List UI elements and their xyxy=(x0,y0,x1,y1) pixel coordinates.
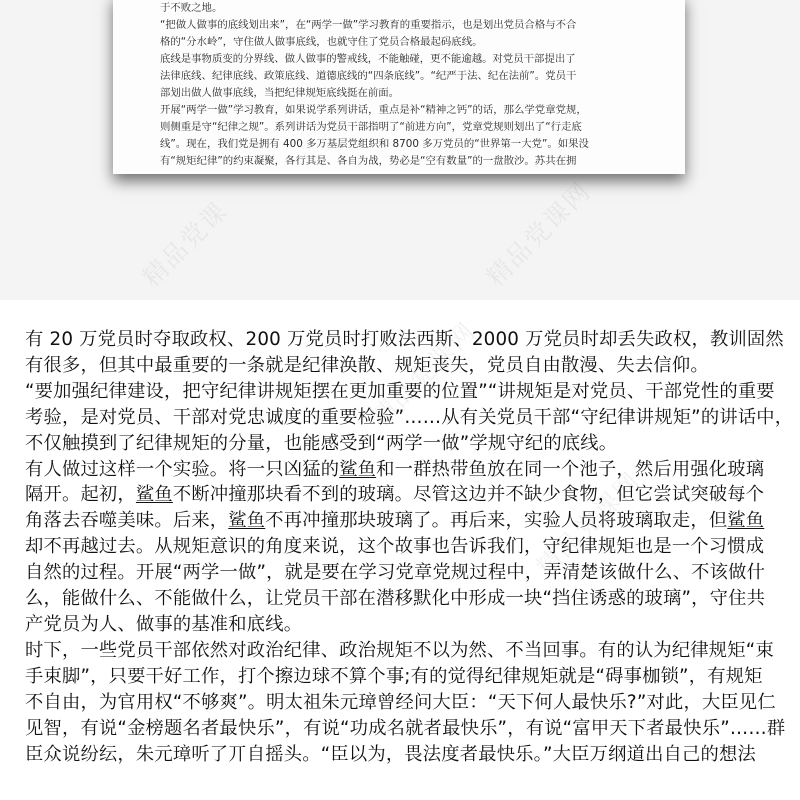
body-line: 自然的过程。开展“两学一做”，就是要在学习党章党规过程中，弄清楚该做什么、不该做什 xyxy=(25,562,766,584)
underlined-word: 鲨鱼 xyxy=(339,458,377,480)
underlined-word: 鲨鱼 xyxy=(727,510,765,532)
preview-line: 有“规矩纪律”的约束凝聚，各行其是、各自为战，势必是“空有数量”的一盘散沙。苏共在拥 xyxy=(160,155,577,167)
body-line: 却不再越过去。从规矩意识的角度来说，这个故事也告诉我们，守纪律规矩也是一个习惯成 xyxy=(25,536,765,558)
body-line: 么，能做什么、不能做什么，让党员干部在潜移默化中形成一块“挡住诱惑的玻璃”，守住共 xyxy=(25,588,766,610)
watermark-text: 精品党课网 xyxy=(480,176,597,293)
text-segment: 角落去吞噬美味。后来， xyxy=(25,510,229,532)
preview-line: 法律底线、纪律底线、政策底线、道德底线的“四条底线”。“纪严于法、纪在法前”。党员干 xyxy=(160,70,577,82)
watermark-text: 精品党课网 xyxy=(365,316,482,433)
body-line xyxy=(25,482,783,508)
preview-line: 则侧重是守“纪律之规”。系列讲话为党员干部指明了“前进方向”，党章党规则划出了“行走底 xyxy=(160,121,582,133)
body-line: “要加强纪律建设，把守纪律讲规矩摆在更加重要的位置”“讲规矩是对党员、干部党性的重要 xyxy=(25,380,775,402)
article-body xyxy=(25,327,794,767)
text-segment: 有人做过这样一个实验。将一只凶猛的 xyxy=(25,458,340,480)
preview-line: 于不败之地。 xyxy=(160,2,223,14)
body-line: 不自由，为官用权“不够爽”。明太祖朱元璋曾经问大臣：“天下何人最快乐?”对此，大臣见仁 xyxy=(25,691,776,713)
underlined-word: 鲨鱼 xyxy=(135,484,173,506)
preview-line: “把做人做事的底线划出来”，在“两学一做”学习教育的重要指示，也是划出党员合格与不合 xyxy=(160,19,577,31)
page-top-region xyxy=(0,0,800,300)
text-segment: 不再冲撞那块玻璃了。再后来，实验人员将玻璃取走，但 xyxy=(265,510,728,532)
text-segment: 不断冲撞那块看不到的玻璃。尽管这边并不缺少食物，但它尝试突破每个 xyxy=(172,484,765,506)
body-line: 有很多，但其中最重要的一条就是纪律涣散、规矩丧失，党员自由散漫、失去信仰。 xyxy=(25,354,709,376)
preview-line: 线”。现在，我们党是拥有 400 多万基层党组织和 8700 多万党员的“世界第一大党”。如果没 xyxy=(160,138,589,150)
watermark-text: 精品党课网 xyxy=(530,466,647,583)
text-segment: 隔开。起初， xyxy=(25,484,136,506)
underlined-word: 鲨鱼 xyxy=(228,510,266,532)
preview-line: 底线是事物质变的分界线、做人做事的警戒线，不能触碰，更不能逾越。对党员干部提出了 xyxy=(160,53,576,65)
document-preview-card xyxy=(113,0,685,174)
body-line: 手束脚”，只要干好工作，打个擦边球不算个事;有的觉得纪律规矩就是“碍事枷锁”，有规矩 xyxy=(25,665,763,687)
body-line: 考验，是对党员、干部对党忠诚度的重要检验”……从有关党员干部“守纪律讲规矩”的讲话中， xyxy=(25,406,794,428)
body-line xyxy=(25,457,783,483)
preview-line: 部划出做人做事底线，当把纪律规矩底线挺在前面。 xyxy=(160,87,399,99)
body-line: 产党员为人、做事的基准和底线。 xyxy=(25,613,303,635)
body-line xyxy=(25,508,783,534)
text-segment: 和一群热带鱼放在同一个池子，然后用强化玻璃 xyxy=(376,458,765,480)
body-line: 臣众说纷纭，朱元璋听了丌自摇头。“臣以为，畏法度者最快乐。”大臣万纲道出自己的想法 xyxy=(25,743,756,765)
body-line: 有 20 万党员时夺取政权、200 万党员时打败法西斯、2000 万党员时却丢失政权，教训固然 xyxy=(25,329,784,350)
preview-line: 开展“两学一做”学习教育，如果说学系列讲话，重点是补“精神之钙”的话，那么学党章党规， xyxy=(160,104,587,116)
watermark-text: 精品党课 xyxy=(136,195,234,293)
body-line: 时下，一些党员干部依然对政治纪律、政治规矩不以为然、不当回事。有的认为纪律规矩“束 xyxy=(25,639,774,661)
body-line: 不仅触摸到了纪律规矩的分量，也能感受到“两学一做”学规守纪的底线。 xyxy=(25,432,618,454)
preview-text-block xyxy=(113,0,685,170)
body-line: 见智，有说“金榜题名者最快乐”，有说“功成名就者最快乐”，有说“富甲天下者最快乐”……群 xyxy=(25,717,786,739)
preview-line: 格的“分水岭”，守住做人做事底线，也就守住了党员合格最起码底线。 xyxy=(160,36,483,48)
